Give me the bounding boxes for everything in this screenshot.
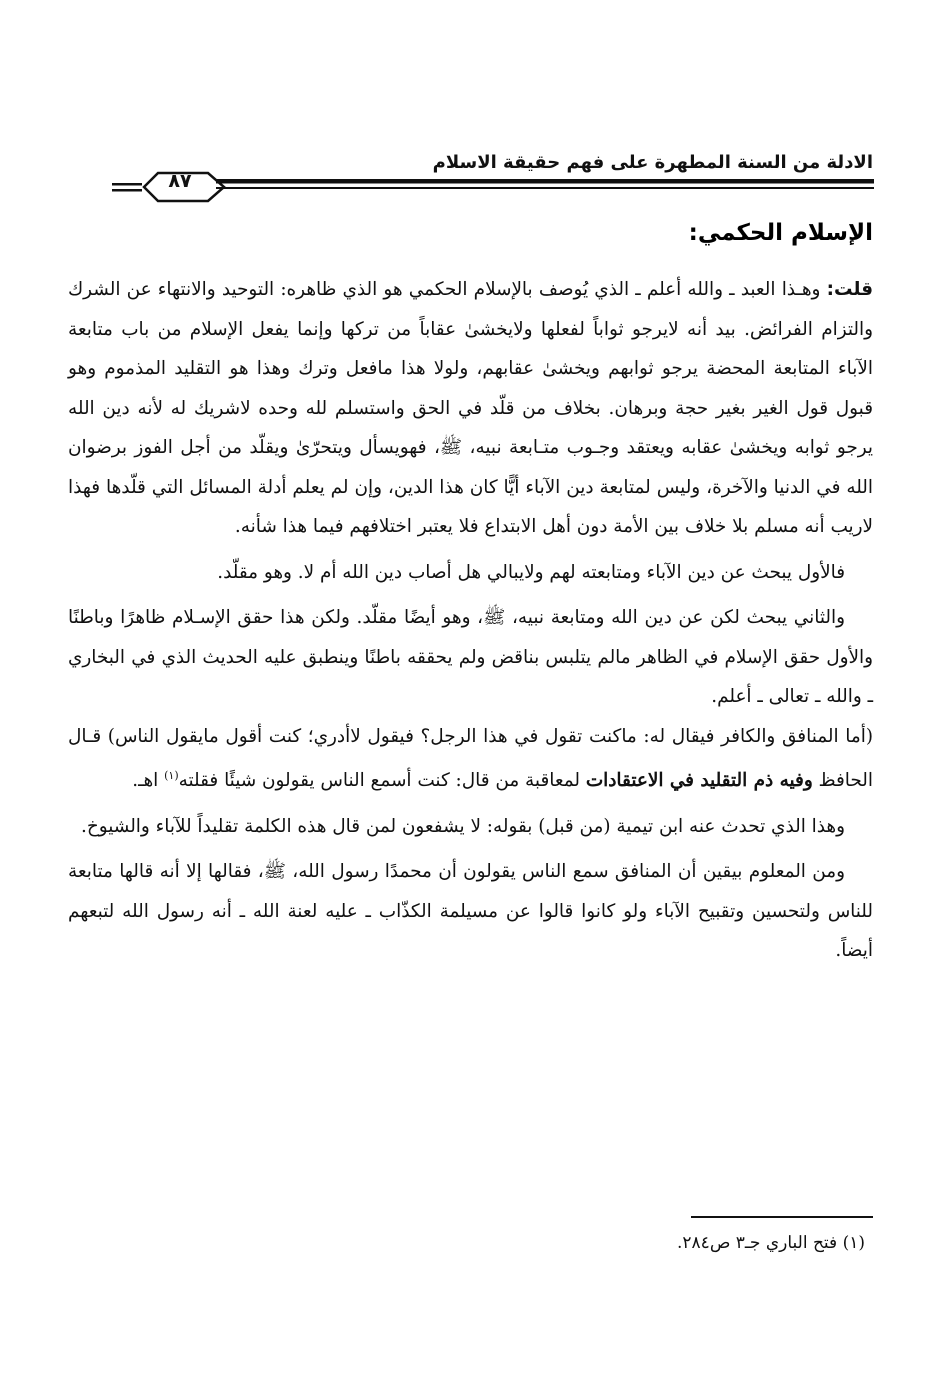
page-number: ٨٧ bbox=[168, 170, 192, 192]
emphasized-phrase: وفيه ذم التقليد في الاعتقادات bbox=[585, 770, 813, 792]
section-heading: الإسلام الحكمي: bbox=[688, 220, 873, 246]
quote-text: (أما المنافق والكافر فيقال له: ماكنت تقول في هذا الرجل؟ فيقول لاأدري؛ كنت أقول مايقول الناس) قـال الحافظ bbox=[68, 725, 873, 792]
paragraph-text: وهـذا العبد ـ والله أعلم ـ الذي يُوصف بالإسلام الحكمي هو الذي ظاهره: التوحيد والانتهاء عن الشرك والتزام الفرائض. بيد أنه لايرجو ثواباً لفعلها ولايخشىٰ عقاباً من تركها وإنما يفعل الإسلام من باب متابعة الآباء المتابعة المحضة يرجو ثوابهم ويخشىٰ عقابهم، ولولا هذا مافعل وترك وهذا هو التقليد المذموم وهو قبول قول الغير بغير حجة وبرهان. بخلاف من قلّد في الحق واستسلم لله وحده لاشريك له لأنه دين الله يرجو ثوابه ويخشىٰ عقابه ويعتقد وجـوب متـابعة نبيه، ﷺ، فهويسأل ويتحرّىٰ ويقلّد من أجل الفوز برضوان الله في الدنيا والآخرة، وليس لمتابعة دين الآباء أيًّا كان هذا الدين، وإن لم يعلم أدلة المسائل التي قلّدها فهذا لاريب أنه مسلم بلا خلاف بين الأمة دون أهل الابتداع فلا يعتبر اختلافهم فيما هذا شأنه. bbox=[68, 279, 873, 537]
running-header-title: الادلة من السنة المطهرة على فهم حقيقة الاسلام bbox=[432, 152, 873, 173]
paragraph-text: اهـ. bbox=[132, 770, 165, 792]
paragraph-text: لمعاقبة من قال: كنت أسمع الناس يقولون شيئًا فقلته bbox=[178, 770, 586, 792]
body-text bbox=[68, 270, 873, 971]
footnote-reference: (١) bbox=[164, 769, 179, 782]
paragraph: والثاني يبحث لكن عن دين الله ومتابعة نبيه، ﷺ، وهو أيضًا مقلّد. ولكن هذا حقق الإسـلام ظاهرًا وباطنًا والأول حقق الإسلام في الظاهر مالم يتلبس بناقض ولم يحققه باطنًا وينطبق عليه الحديث الذي في البخاري ـ والله ـ تعالى ـ أعلم. bbox=[68, 607, 873, 707]
paragraph: فالأول يبحث عن دين الآباء ومتابعته لهم ولايبالي هل أصاب دين الله أم لا. وهو مقلّد. bbox=[217, 561, 845, 583]
paragraph-lead-word: قلت: bbox=[826, 279, 873, 300]
header-rule bbox=[112, 168, 874, 208]
paragraph bbox=[68, 717, 873, 801]
paragraph bbox=[68, 270, 873, 547]
footnote: (١) فتح الباري جـ٣ ص٢٨٤. bbox=[677, 1233, 865, 1253]
footnote-rule bbox=[691, 1216, 873, 1218]
paragraph: وهذا الذي تحدث عنه ابن تيمية (من قبل) بقوله: لا يشفعون لمن قال هذه الكلمة تقليداً للآباء والشيوخ. bbox=[81, 815, 845, 837]
paragraph: ومن المعلوم بيقين أن المنافق سمع الناس يقولون أن محمدًا رسول الله، ﷺ، فقالها إلا أنه قالها متابعة للناس ولتحسين وتقبيح الآباء ولو كانوا قالوا عن مسيلمة الكذّاب ـ عليه لعنة الله ـ أنه رسول الله لتبعهم أيضاً. bbox=[68, 861, 873, 962]
